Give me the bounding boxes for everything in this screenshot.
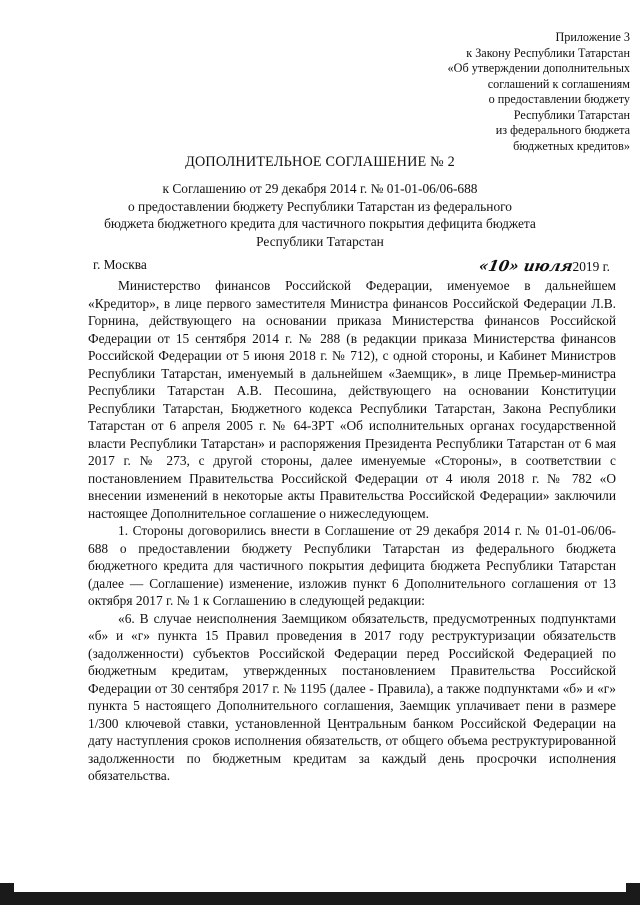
appendix-line: о предоставлении бюджету xyxy=(488,92,630,106)
appendix-line: к Закону Республики Татарстан xyxy=(466,45,630,60)
appendix-line: Приложение 3 xyxy=(555,30,630,44)
city: г. Москва xyxy=(93,257,147,272)
subtitle-line: бюджета бюджетного кредита для частичного покрытия дефицита бюджета xyxy=(104,216,536,231)
paragraph-clause-6: «6. В случае неисполнения Заемщиком обязательств, предусмотренных подпунктами «б» и «г» пункта 15 Правил проведения в 2017 году реструктуризации обязательств (задолженности) субъектов Российской Федерации перед Российской Федерацией по бюджетным кредитам, утвержденных постановлением Правительства Российской Федерации от 30 сентября 2017 г. № 1195 (далее - Правила), а также подпунктами «б» и «г» пункта 5 настоящего Дополнительного соглашения, Заемщик уплачивает пени в размере 1/300 ключевой ставки, установленной Центральным банком Российской Федерации на дату наступления сроков исполнения обязательств, от общего объема реструктурированной задолженности по бюджетным кредитам за каждый день просрочки исполнения обязательства. xyxy=(88,610,616,783)
appendix-line: «Об утверждении дополнительных xyxy=(447,61,630,75)
appendix-line: соглашений к соглашениям xyxy=(487,76,630,91)
place-and-date xyxy=(93,257,610,277)
subtitle-line: о предоставлении бюджету Республики Татарстан из федерального xyxy=(127,198,513,214)
document-subtitle xyxy=(40,180,600,250)
paragraph-clause-1: 1. Стороны договорились внести в Соглашение от 29 декабря 2014 г. № 01-01-06/06-688 о предоставлении бюджету Республики Татарстан из федерального бюджета бюджетного кредита для частичного покрытия дефицита бюджета Республики Татарстан (далее — Соглашение) изменение, изложив пункт 6 Дополнительного соглашения от 13 октября 2017 г. № 1 к Соглашению в следующей редакции: xyxy=(88,523,616,608)
date-year: 2019 г. xyxy=(572,259,610,274)
document-body xyxy=(88,277,616,785)
appendix-note xyxy=(340,30,630,154)
paragraph-preamble: Министерство финансов Российской Федерации, именуемое в дальнейшем «Кредитор», в лице первого заместителя Министра финансов Российской Федерации Л.В. Горнина, действующего на основании приказа Министерства финансов Российской Федерации от 15 сентября 2014 г. № 288 (в редакции приказа Министерства финансов Российской Федерации от 5 июня 2018 г. № 712), с одной стороны, и Кабинет Министров Республики Татарстан, именуемый в дальнейшем «Заемщик», в лице Премьер-министра Республики Татарстан А.В. Песошина, действующего на основании Конституции Республики Татарстан, Бюджетного кодекса Республики Татарстан, Закона Республики Татарстан от 6 апреля 2005 г. № 64-ЗРТ «Об исполнительных органах государственной власти Республики Татарстан» и распоряжения Президента Республики Татарстан от 6 мая 2017 г. № 273, с другой стороны, далее именуемые «Стороны», в соответствии с постановлением Правительства Российской Федерации от 4 июля 2018 г. № 782 «О внесении изменений в некоторые акты Правительства Российской Федерации» заключили настоящее Дополнительное соглашение о нижеследующем. xyxy=(88,278,616,521)
scan-border-inner xyxy=(14,883,626,892)
handwritten-date: «10» июля xyxy=(477,257,575,275)
appendix-line: из федерального бюджета xyxy=(495,123,630,137)
document-title: ДОПОЛНИТЕЛЬНОЕ СОГЛАШЕНИЕ № 2 xyxy=(185,154,455,170)
document-date xyxy=(479,257,610,275)
scan-border xyxy=(0,883,640,905)
subtitle-line: к Соглашению от 29 декабря 2014 г. № 01-01-06/06-688 xyxy=(162,181,478,196)
subtitle-line: Республики Татарстан xyxy=(256,233,384,249)
appendix-line: Республики Татарстан xyxy=(513,107,630,122)
appendix-line: бюджетных кредитов» xyxy=(513,138,630,153)
